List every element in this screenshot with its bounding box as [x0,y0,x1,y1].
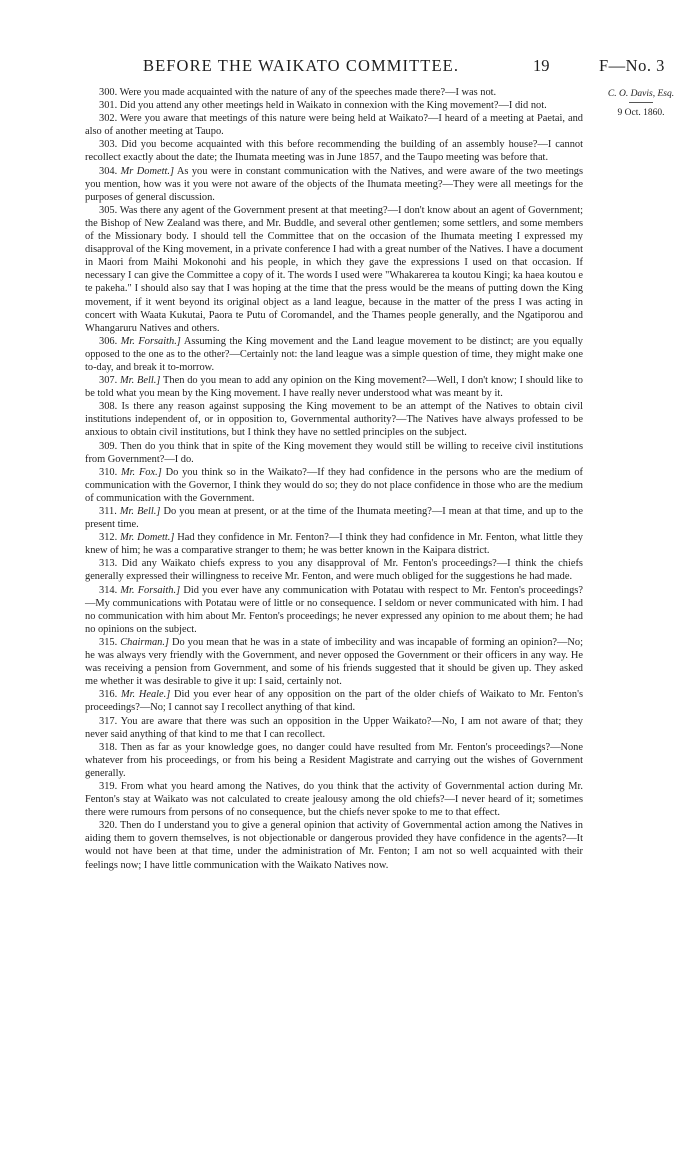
question-paragraph [85,505,583,531]
question-number: 310. [99,466,118,478]
page-header [0,56,700,76]
question-number: 305. [99,204,118,216]
document-reference: F—No. 3 [599,56,665,75]
speaker-name: Mr. Bell.] [120,375,161,387]
question-number: 315. [99,636,118,648]
question-text: Then as far as your knowledge goes, no danger could have resulted from Mr. Fenton's proceedings?—None whatever from his proceedings, or from his being a Resident Magistrate and carrying out the wishes of Government generally. [85,741,583,779]
question-text: Were you aware that meetings of this nature were being held at Waikato?—I heard of a meeting at Paetai, and also of another meeting at Taupo. [85,113,583,138]
question-number: 302. [99,113,118,125]
question-number: 307. [99,375,118,387]
question-paragraph [85,112,583,138]
question-text: Were you made acquainted with the nature of any of the speeches made there?—I was not. [119,87,497,98]
page-number: 19 [533,56,550,75]
question-paragraph [85,557,583,583]
question-text: Do you mean at present, or at the time of the Ihumata meeting?—I mean at that time, and up to the present time. [85,506,583,531]
question-text: Had they confidence in Mr. Fenton?—I think they had confidence in Mr. Fenton, what little they knew of him; he was a comparative stranger to them; he was better known in the Kaipara district. [85,532,583,557]
question-paragraph [85,204,583,335]
question-paragraph [85,636,583,688]
question-text: Did you ever have any communication with Potatau with respect to Mr. Fenton's proceedings?—My communications with Potatau were of little or no consequence. I seldom or never communicated with him. I had no communication with him about Mr. Fenton's proceedings; he never expressed any opinion to me about them; he had no opinions on the subject. [85,584,583,635]
running-title: BEFORE THE WAIKATO COMMITTEE. [143,56,460,75]
question-paragraph [85,780,583,819]
question-number: 317. [99,715,118,727]
question-paragraph [85,741,583,780]
question-paragraph [85,400,583,439]
question-text: Then do you mean to add any opinion on the King movement?—Well, I don't know; I should like to be told what you mean by the King movement. I have really never understood what was meant by it. [85,375,583,400]
question-text: Assuming the King movement and the Land league movement to be distinct; are you equally opposed to the one as to the other?—Certainly not: the land league was a simple question of time, they might make one to-day, and break it to-morrow. [85,335,584,373]
question-paragraph [85,86,583,99]
question-number: 319. [99,780,118,792]
question-text: Was there any agent of the Government present at that meeting?—I don't know about an agent of Government; the Bishop of New Zealand was there, and Mr. Buddle, and several other gentlemen; some settlers, and some members of the Missionary body. I should tell the Committee that on the occasion of the Ihumata meeting I expressed my disapproval of the King movement, in a private conference I had with a great number of the Natives. I have a document in Maori from Maihi Mokonohi and his people, in which they gave the expressions I used on that occasion. If necessary I can give the Committee a copy of it. The words I used were "Whakarerea ta koutou Kingi; ka haea koutou e te pakeha." I should also say that I was hoping at the time that the press would be the means of putting down the King movement, if it went beyond its original object as a land league, because in the matter of the press I was acting in concert with Waata Kukutai, Paora te Putu of Coromandel, and the Thames people generally, and the Ngatiporou and Whangaruru Natives and others. [85,204,583,334]
question-number: 320. [99,820,118,832]
question-paragraph [85,165,583,204]
question-number: 316. [99,689,118,701]
question-number: 309. [99,440,118,452]
witness-name: C. O. Davis, Esq. [607,89,675,99]
question-paragraph [85,374,583,400]
question-text: Did you attend any other meetings held in Waikato in connexion with the King movement?—I did not. [119,100,547,112]
question-paragraph [85,715,583,741]
question-text: Do you think so in the Waikato?—If they had confidence in the persons who are the medium of communication with the Governor, I think they would do so; they do not place confidence in those who are the medium of communication with the Government. [85,466,583,504]
question-number: 311. [99,506,117,517]
speaker-name: Mr. Heale.] [120,689,171,701]
question-text: You are aware that there was such an opposition in the Upper Waikato?—No, I am not aware of that; they never said anything of that kind to me that I can recollect. [85,715,583,740]
examination-date: 9 Oct. 1860. [617,108,665,118]
margin-divider [629,102,653,103]
question-text: Do you mean that he was in a state of imbecility and was incapable of forming an opinion?—No; he was always very friendly with the Government, and never opposed the Government or their officers in any way. He was receiving a pension from Government, and some of his friends suggested that it should be given up. They asked me whether it was desirable to give it up: I said, certainly not. [85,636,583,688]
question-text: Then do you think that in spite of the King movement they would still be willing to receive civil institutions from Government?—I do. [85,440,583,465]
speaker-name: Mr. Domett.] [120,532,175,544]
question-number: 318. [99,741,118,753]
speaker-name: Chairman.] [120,636,169,648]
speaker-name: Mr. Forsaith.] [120,584,181,596]
question-text: As you were in constant communication with the Natives, and were aware of the two meetings you mention, how was it you were not aware of the objects of the Ihumata meeting?—They were all meetings for the purposes of general discussion. [85,165,584,203]
question-text: Did you become acquainted with this before recommending the building of an assembly house?—I cannot recollect exactly about the date; the Ihumata meeting was in June 1857, and the Taupo meeting was before that. [85,139,583,164]
question-text: Did any Waikato chiefs express to you any disapproval of Mr. Fenton's proceedings?—I think the chiefs generally expressed their willingness to receive Mr. Fenton, and were much obliged for the suggestions he had made. [85,558,583,583]
question-number: 313. [99,558,118,570]
question-paragraph [85,688,583,714]
question-number: 312. [99,532,118,544]
question-text: Did you ever hear of any opposition on the part of the older chiefs of Waikato to Mr. Fenton's proceedings?—No; I cannot say I recollect anything of that kind. [85,689,583,714]
question-number: 300. [99,87,118,98]
question-number: 304. [99,165,118,177]
question-text: From what you heard among the Natives, do you think that the activity of Governmental action during Mr. Fenton's stay at Waikato was not calculated to create jealousy among the old chiefs?—I never heard of it; sometimes there were rumours from persons of no consequence, but the chiefs never spoke to me to that effect. [85,780,583,819]
question-number: 303. [99,139,118,151]
question-text: Then do I understand you to give a general opinion that activity of Governmental action among the Natives in aiding them to govern themselves, is not objectionable or dangerous provided they have confidence in the agents?—It would not have been at that time, under the administration of Mr. Fenton; I am not so well acquainted with their feelings now; I have little communication with the Waikato Natives now. [85,820,583,871]
question-text: Is there any reason against supposing the King movement to be an attempt of the Natives to obtain civil institutions independent of, or in opposition to, Governmental authority?—The Natives have always professed to be anxious to obtain civil institutions, but I think they have no settled principles on the subject. [85,401,583,439]
question-paragraph [85,99,583,112]
speaker-name: Mr. Bell.] [119,506,161,517]
question-paragraph [85,584,583,636]
speaker-name: Mr. Fox.] [121,466,162,478]
margin-note [596,88,686,119]
speaker-name: Mr Domett.] [120,165,174,177]
question-paragraph [85,335,583,374]
question-paragraph [85,138,583,164]
document-body [85,86,583,872]
question-paragraph [85,440,583,466]
question-number: 301. [99,100,118,112]
question-paragraph [85,819,583,871]
question-paragraph [85,531,583,557]
speaker-name: Mr. Forsaith.] [120,335,181,347]
question-number: 306. [99,335,118,347]
question-paragraph [85,466,583,505]
question-number: 308. [99,401,118,413]
question-number: 314. [99,584,118,596]
